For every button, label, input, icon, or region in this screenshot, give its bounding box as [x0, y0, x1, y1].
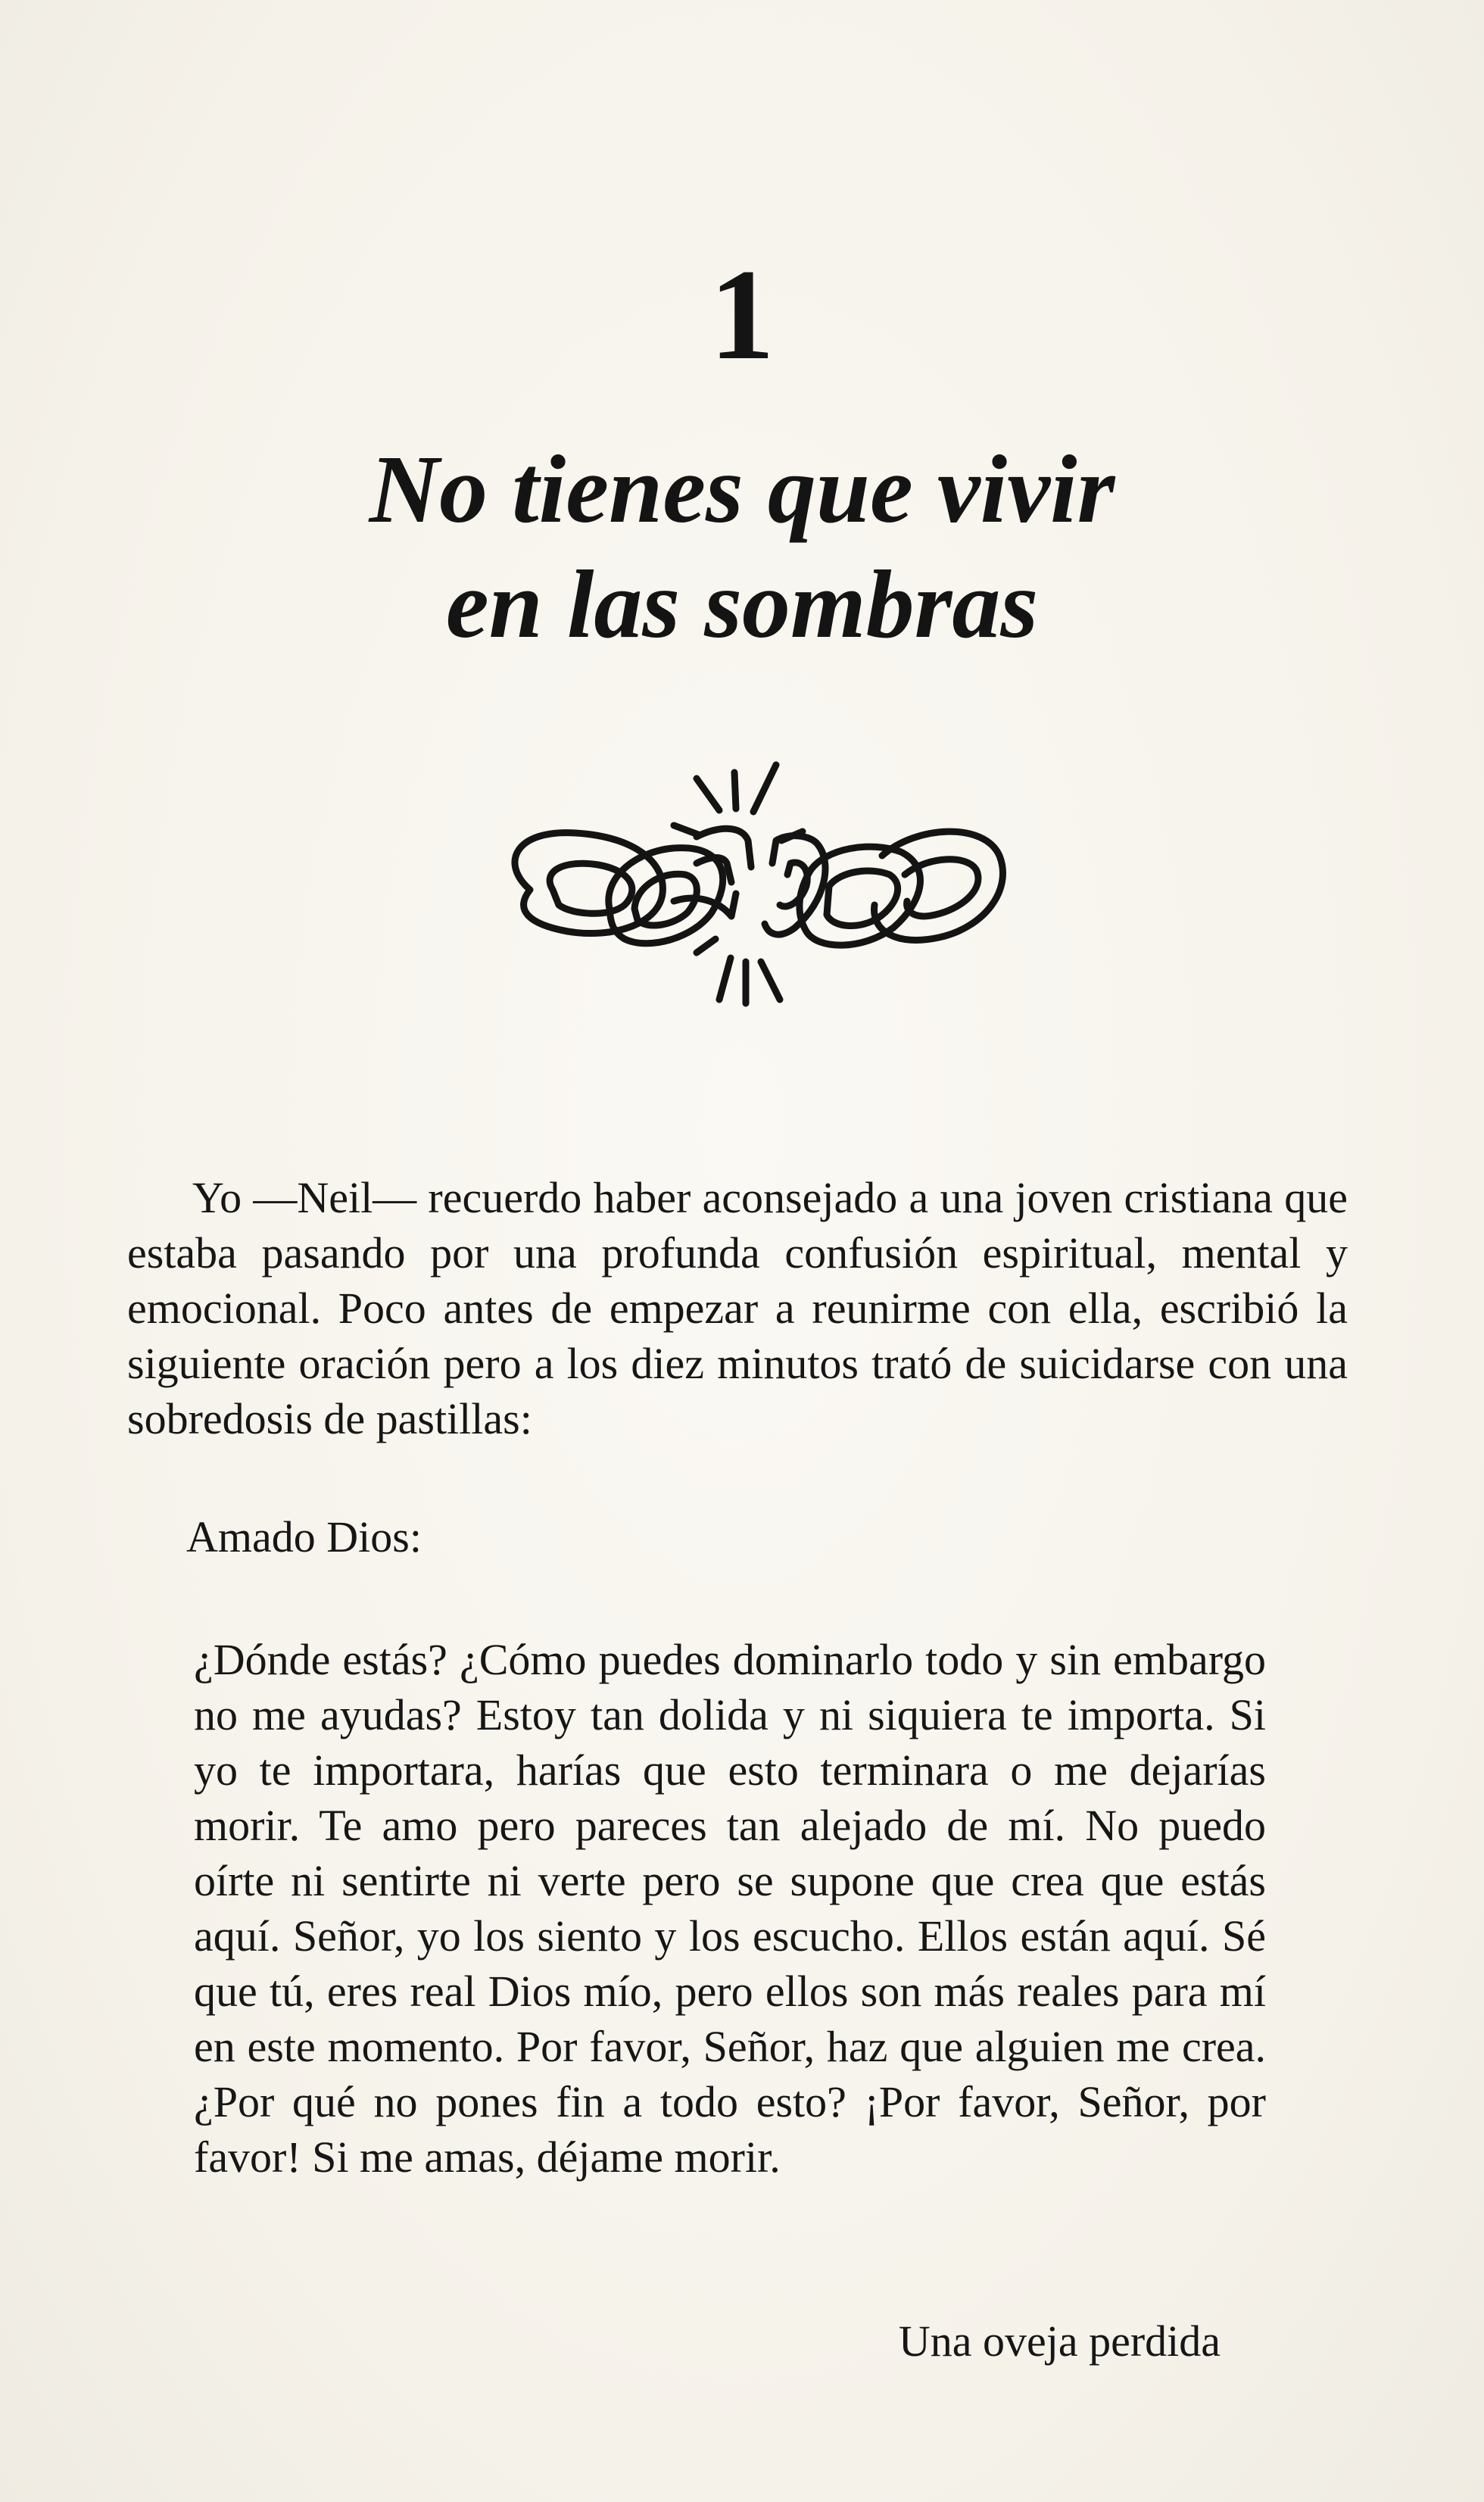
broken-chain-icon	[469, 750, 1030, 1037]
chapter-title-line-2: en las sombras	[445, 551, 1039, 658]
letter-body: ¿Dónde estás? ¿Cómo puedes dominarlo todo y sin embargo no me ayudas? Estoy tan dolida y ni siquiera te importa. Si yo te importara, harías que esto terminara o me dejarías morir. Te amo pero pareces tan alejado de mí. No puedo oírte ni sentirte ni verte pero se supone que crea que estás aquí. Señor, yo los siento y los escucho. Ellos están aquí. Sé que tú, eres real Dios mío, pero ellos son más reales para mí en este momento. Por favor, Señor, haz que alguien me crea. ¿Por qué no pones fin a todo esto? ¡Por favor, Señor, por favor! Si me amas, déjame morir.	[194, 1635, 1266, 2182]
letter-signature: Una oveja perdida	[898, 2316, 1221, 2366]
chapter-number: 1	[709, 243, 775, 387]
chapter-title	[0, 432, 1484, 662]
letter-salutation: Amado Dios:	[186, 1512, 422, 1561]
chapter-title-line-1: No tienes que vivir	[369, 435, 1115, 543]
intro-paragraph: Yo —Neil— recuerdo haber aconsejado a una joven cristiana que estaba pasando por una profunda confusión espiritual, mental y emocional. Poco antes de empezar a reunirme con ella, escribió la siguiente oración pero a los diez minutos trató de suicidarse con una sobredosis de pastillas:	[127, 1173, 1348, 1443]
